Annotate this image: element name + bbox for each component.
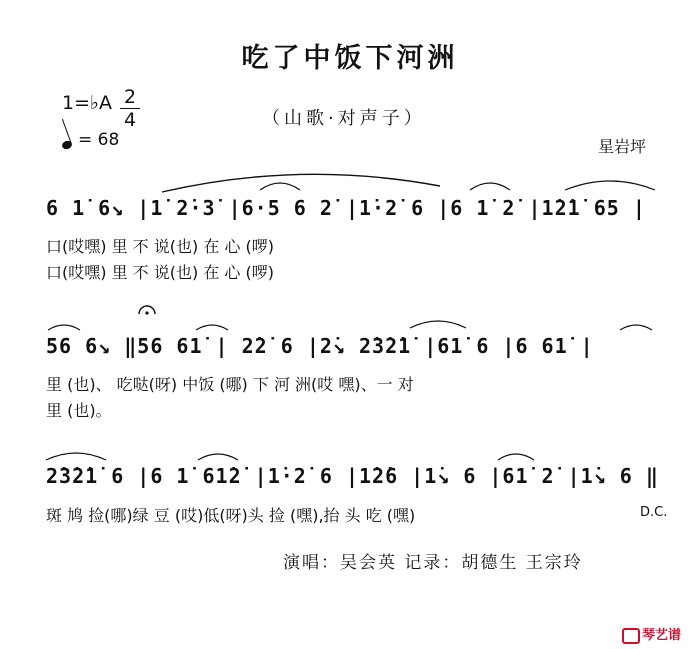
performer-credits: 演唱：吴会英 记录：胡德生 王宗玲 (283, 553, 583, 573)
staff-1-lyrics-1: 口(哎嘿) 里 不 说(也) 在 心 (啰) (46, 237, 274, 256)
meter-top: 2 (123, 86, 137, 108)
subtitle: （山歌·对声子） (262, 108, 426, 129)
staff-2-notes: 56 6↘ ‖56 61̇ | 2̇2̇ 6 |2̇↘ 2̇3̇2̇1̇ |61̇ 6 |6 61̇ | (46, 334, 594, 358)
staff-2-lyrics-1: 里 (也)、 吃哒(呀) 中饭 (哪) 下 河 洲(哎 嘿)、一 对 (46, 375, 414, 394)
staff-3-notes: 2̇3̇2̇1̇ 6 |6 1̇ 61̇2̇ |1̇·2̇ 6 |1̇2̇6 |1̇↘ 6 |61̇ 2̇ |1̇↘ 6 ‖ (46, 464, 659, 488)
da-capo-marking: D.C. (640, 505, 668, 520)
song-title: 吃了中饭下河洲 (241, 43, 459, 74)
staff-2-lyrics-2: 里 (也)。 (46, 401, 112, 420)
key-signature: 1=♭A (62, 92, 112, 114)
logo-text: 琴艺谱 (642, 628, 682, 643)
meter-bottom: 4 (123, 109, 137, 131)
site-logo (622, 624, 681, 644)
staff-1-lyrics-2: 口(哎嘿) 里 不 说(也) 在 心 (啰) (46, 263, 274, 282)
staff-3-lyrics-1: 斑 鸠 捡(哪)绿 豆 (哎)低(呀)头 捡 (嘿),抬 头 吃 (嘿) (46, 506, 416, 525)
staff-1-notes: 6 1̇ 6↘ |1̇ 2̇·3̇ |6·5 6 2̇ |1̇·2̇ 6 |6 1̇ 2̇ |1̇2̇1̇ 65 | (46, 196, 646, 220)
origin-place: 星岩坪 (598, 137, 647, 156)
tempo-value: = 68 (78, 130, 120, 150)
logo-mark-icon (622, 628, 640, 644)
